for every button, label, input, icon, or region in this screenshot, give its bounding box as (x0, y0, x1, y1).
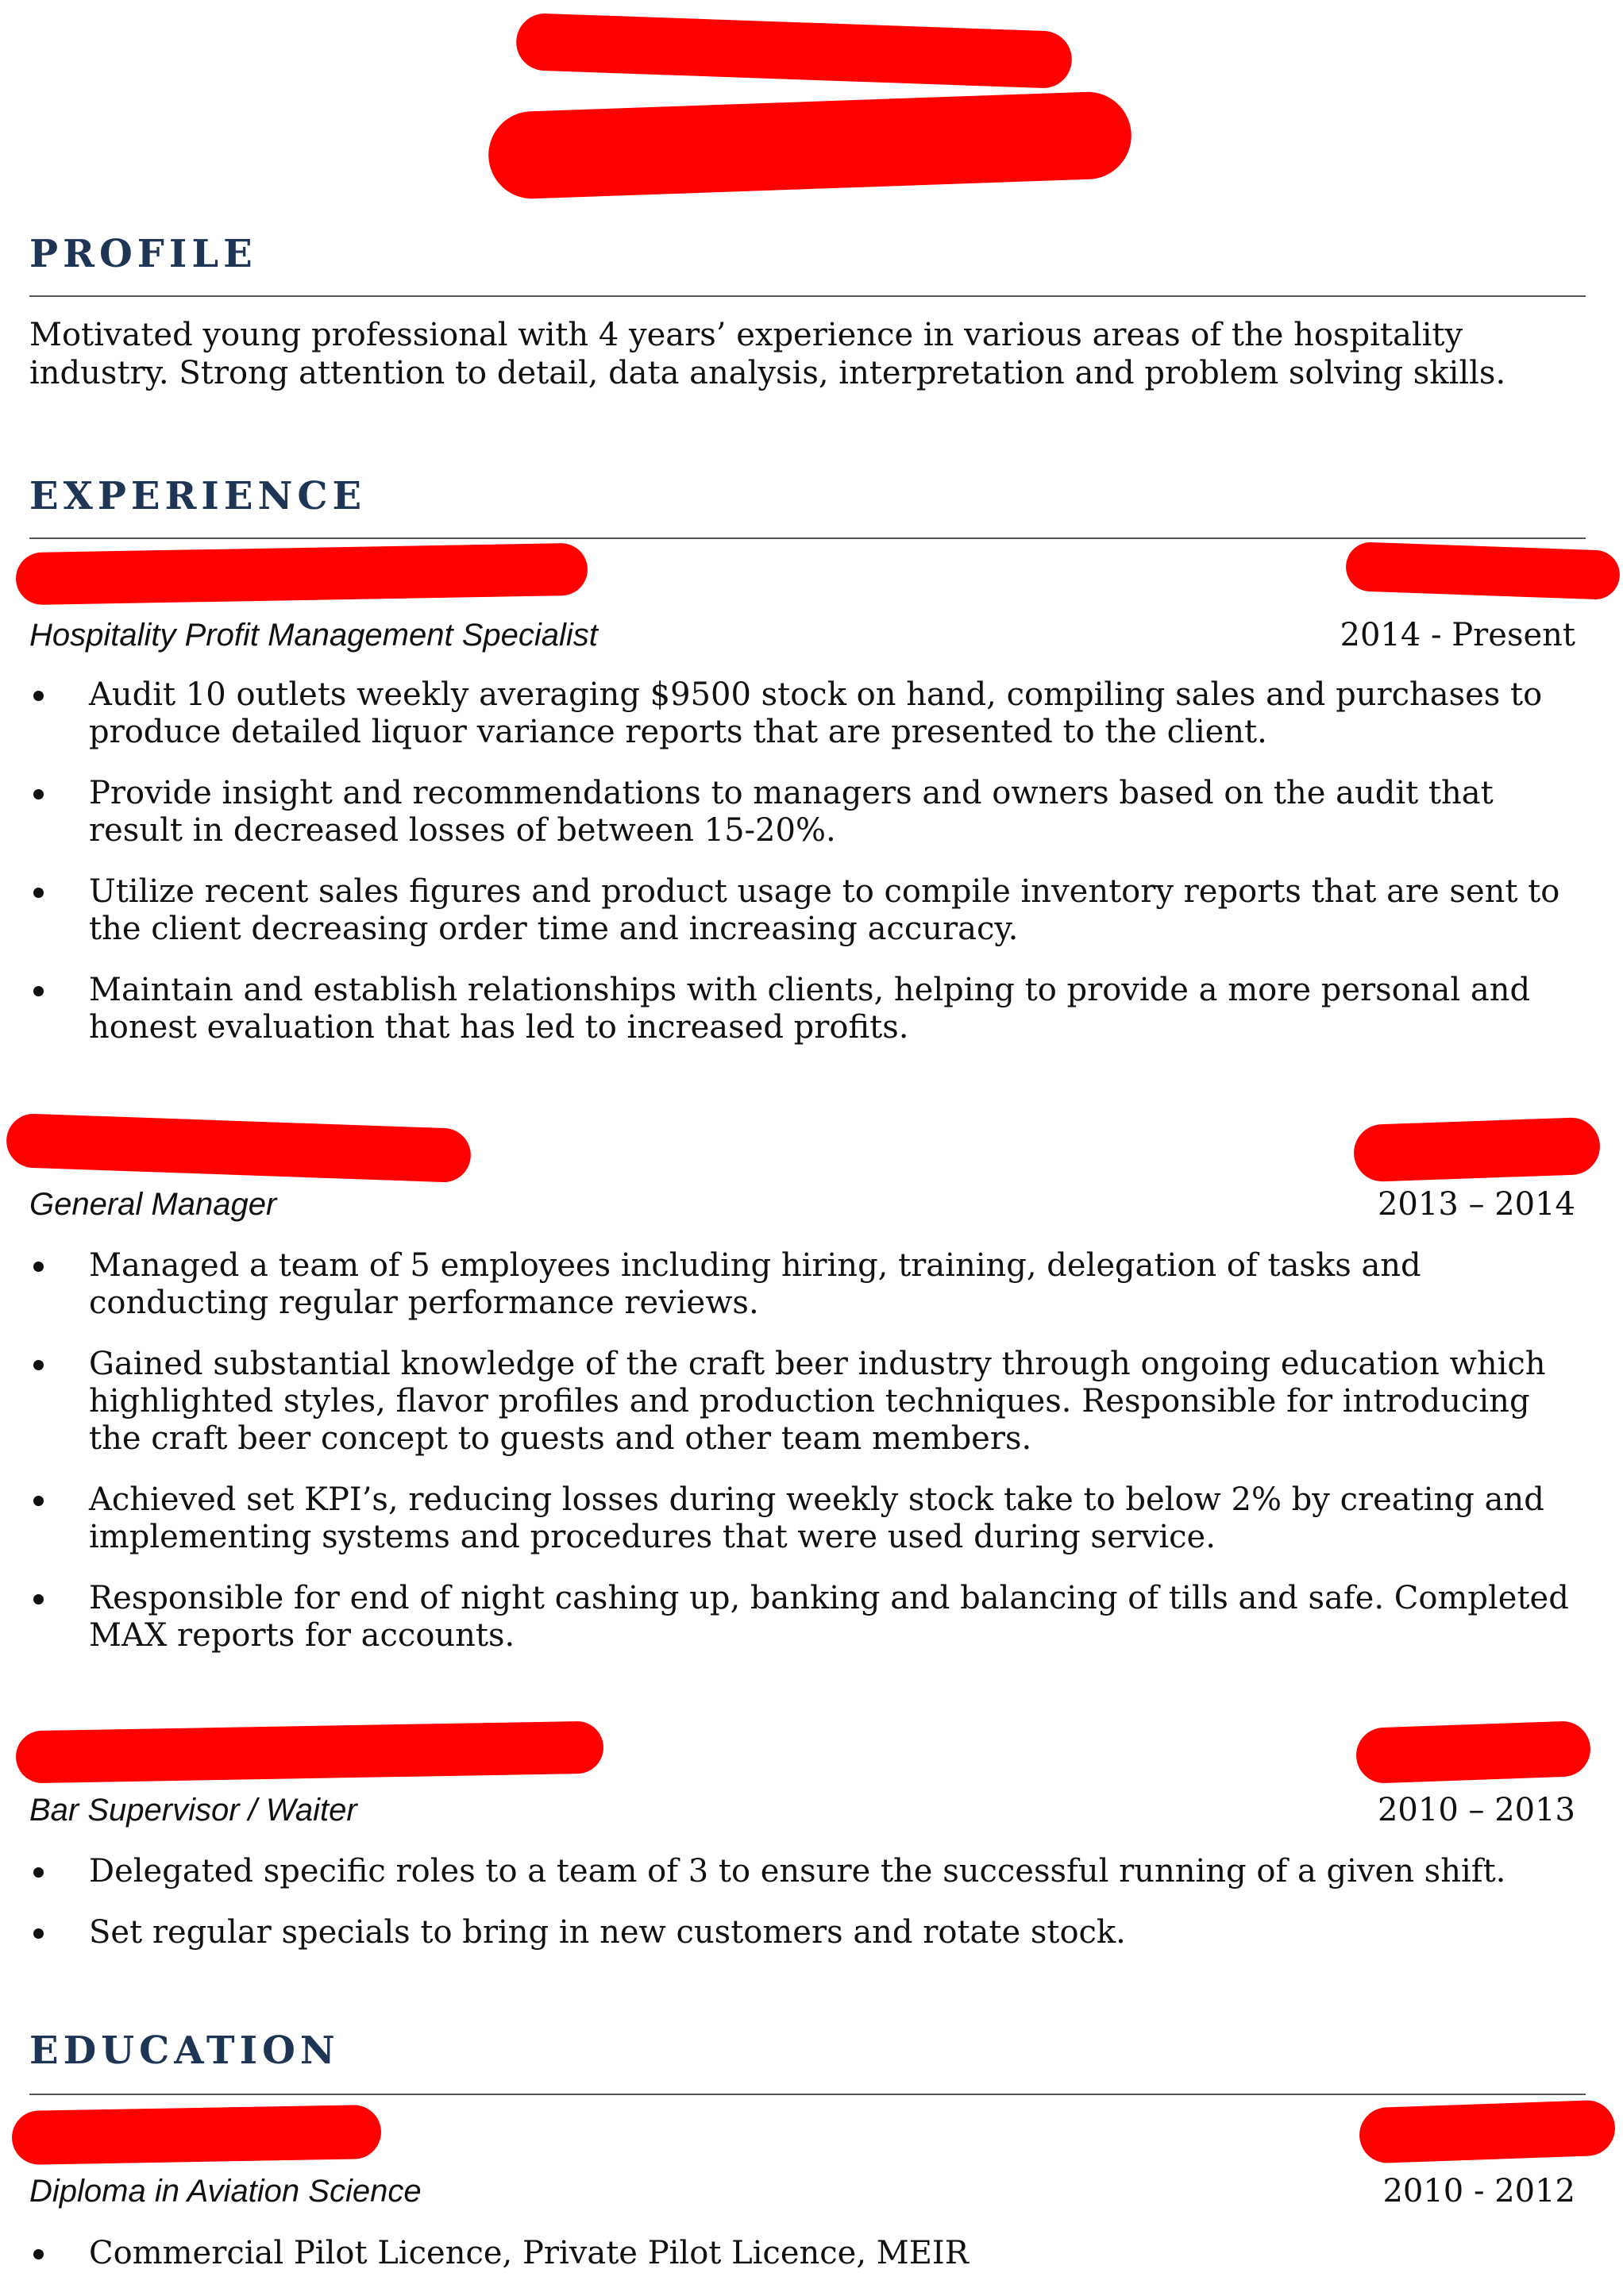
education-details (29, 2235, 1586, 2296)
bullet-icon (33, 1867, 44, 1878)
profile-heading: PROFILE (29, 232, 257, 276)
redacted-contact (487, 91, 1132, 200)
list-item (29, 1346, 1586, 1458)
job-title: Hospitality Profit Management Specialist (29, 618, 598, 653)
bullet-icon (33, 986, 44, 996)
list-item (29, 775, 1586, 849)
bullet-text: Set regular specials to bring in new customers and rotate stock. (89, 1914, 1126, 1951)
bullet-icon (33, 1594, 44, 1605)
profile-divider (29, 295, 1586, 297)
redacted-employer (15, 1721, 603, 1784)
redacted-location (1345, 541, 1621, 600)
list-item (29, 1247, 1586, 1322)
bullet-text: Audit 10 outlets weekly averaging $9500 stock on hand, compiling sales and purchases to produce detailed liquor variance reports that are presented to the client. (89, 676, 1543, 750)
redacted-location (1353, 1117, 1601, 1183)
bullet-icon (33, 2249, 44, 2259)
education-title: Diploma in Aviation Science (29, 2174, 422, 2209)
bullet-icon (33, 1360, 44, 1370)
bullet-text: Gained substantial knowledge of the craft beer industry through ongoing education which highlighted styles, flavor profiles and production techniques. Responsible for introducing the craft beer concept to guests and other team members. (89, 1346, 1546, 1457)
redacted-location (1359, 2099, 1616, 2163)
bullet-text: Maintain and establish relationships with clients, helping to provide a more personal and honest evaluation that has led to increased profits. (89, 972, 1531, 1046)
bullet-text: Managed a team of 5 employees including hiring, training, delegation of tasks and conducting regular performance reviews. (89, 1247, 1421, 1321)
job-duties (29, 1247, 1586, 1678)
list-item (29, 972, 1586, 1046)
job-dates: 2014 - Present (1340, 617, 1575, 653)
redacted-name (515, 13, 1073, 89)
bullet-text: Delegated specific roles to a team of 3 to ensure the successful running of a given shift. (89, 1853, 1506, 1890)
job-title: Bar Supervisor / Waiter (29, 1793, 357, 1828)
bullet-text: Achieved set KPI’s, reducing losses during weekly stock take to below 2% by creating and implementing systems and procedures that were used during service. (89, 1481, 1544, 1555)
education-divider (29, 2094, 1586, 2095)
list-item (29, 1914, 1586, 1951)
bullet-icon (33, 888, 44, 898)
job-dates: 2013 – 2014 (1377, 1186, 1575, 1223)
bullet-text: Responsible for end of night cashing up, banking and balancing of tills and safe. Completed MAX reports for accounts. (89, 1580, 1569, 1654)
bullet-icon (33, 1928, 44, 1939)
bullet-icon (33, 789, 44, 799)
list-item (29, 2235, 1586, 2272)
redacted-employer (15, 543, 588, 606)
job-title: General Manager (29, 1187, 277, 1222)
redacted-location (1355, 1720, 1591, 1784)
bullet-text: Provide insight and recommendations to managers and owners based on the audit that result in decreased losses of between 15-20%. (89, 775, 1494, 849)
job-duties (29, 1853, 1586, 1975)
education-dates: 2010 - 2012 (1382, 2173, 1575, 2209)
job-dates: 2010 – 2013 (1377, 1792, 1575, 1828)
job-duties (29, 676, 1586, 1070)
education-heading: EDUCATION (29, 2028, 340, 2073)
bullet-text: Commercial Pilot Licence, Private Pilot Licence, MEIR (89, 2235, 969, 2271)
experience-divider (29, 537, 1586, 539)
redacted-employer (6, 1113, 472, 1183)
bullet-text: Utilize recent sales figures and product usage to compile inventory reports that are sent to the client decreasing order time and increasing accuracy. (89, 873, 1560, 947)
bullet-icon (33, 1496, 44, 1506)
list-item (29, 676, 1586, 751)
list-item (29, 1853, 1586, 1890)
bullet-icon (33, 1262, 44, 1272)
list-item (29, 1580, 1586, 1655)
list-item (29, 873, 1586, 948)
experience-heading: EXPERIENCE (29, 474, 367, 518)
list-item (29, 1481, 1586, 1556)
profile-summary: Motivated young professional with 4 years’ experience in various areas of the hospitality industry. Strong attention to detail, data analysis, interpretation and problem solving skills. (29, 317, 1506, 391)
bullet-icon (33, 691, 44, 701)
redacted-institution (11, 2105, 381, 2165)
